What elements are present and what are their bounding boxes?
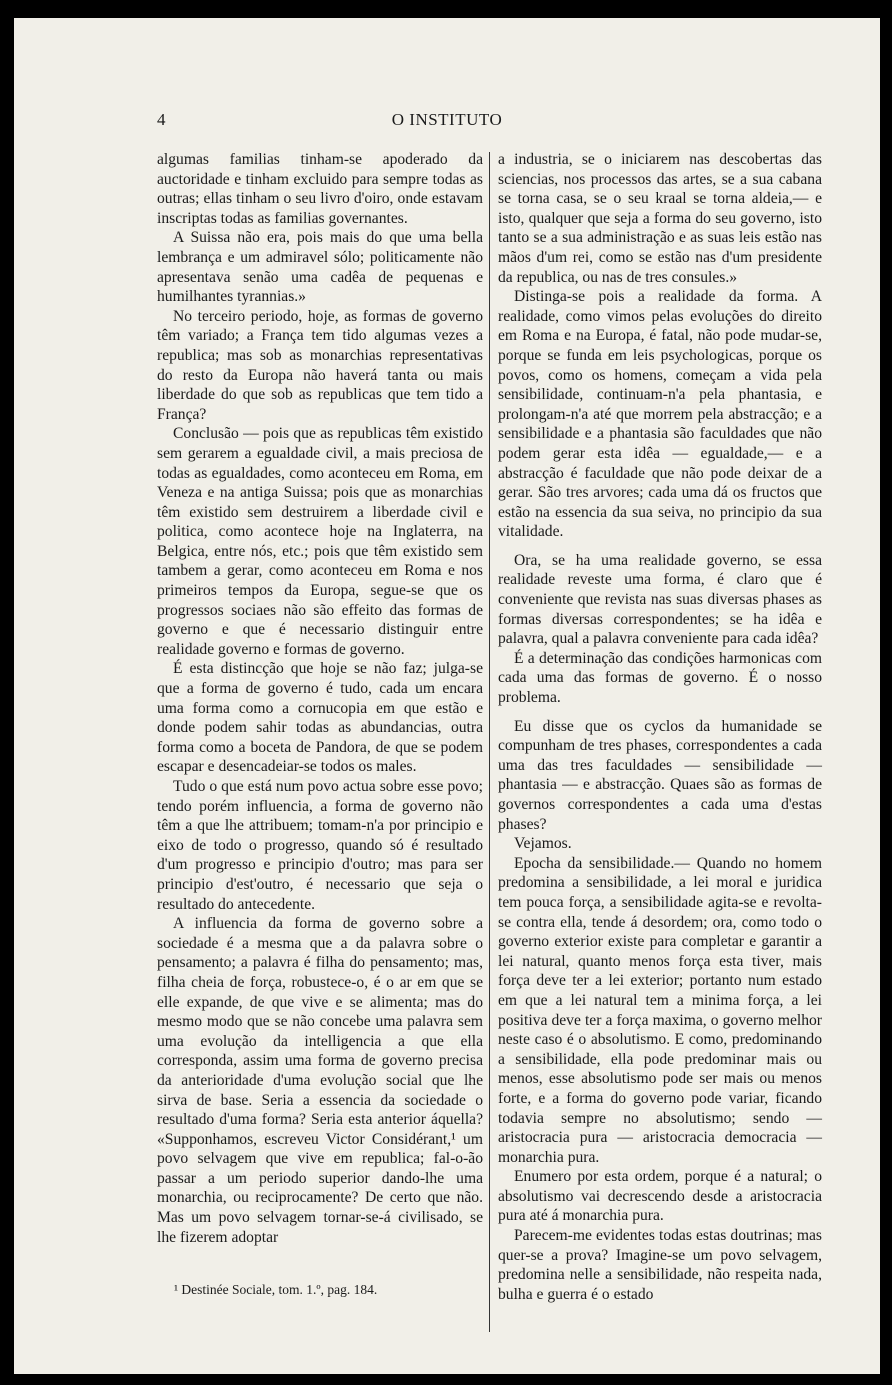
paragraph: Conclusão — pois que as republicas têm existido sem gerarem a egualdade civil, a mais preciosa de todas as egualdades, como aconteceu em Roma, em Veneza e na antiga Suissa; pois que as monarchias têm existido sem destruirem a liberdade civil e politica, como acontece hoje na Inglaterra, na Belgica, entre nós, etc.; pois que têm existido sem tambem a gerar, como aconteceu em Roma e nos primeiros tempos da Europa, segue-se que os progressos sociaes não são effeito das formas de governo e que é necessario distinguir entre realidade governo e formas de governo. xyxy=(157,425,483,658)
page-number: 4 xyxy=(157,110,166,129)
paragraph: No terceiro periodo, hoje, as formas de governo têm variado; a França tem tido algumas vezes a republica; mas sob as monarchias representativas do resto da Europa não haverá tanta ou mais liberdade do que sob as republicas que tem tido a França? xyxy=(157,307,483,423)
column-divider xyxy=(489,152,490,1332)
paragraph: É a determinação das condições harmonicas com cada uma das formas de governo. É o nosso problema. xyxy=(498,649,822,707)
paragraph: a industria, se o iniciarem nas descobertas das sciencias, nos processos das artes, se a sua cabana se torna casa, se o seu kraal se torna aldeia,— e isto, qualquer que seja a forma do seu governo, isto tanto se a sua administração e as suas leis estão nas mãos d'um rei, como se estão nas d'um presidente da republica, ou nas de tres consules.» xyxy=(498,151,822,286)
paragraph: Parecem-me evidentes todas estas doutrinas; mas quer-se a prova? Imagine-se um povo selvagem, predomina nelle a sensibilidade, não respeita nada, bulha e guerra é o estado xyxy=(498,1227,822,1303)
left-column xyxy=(157,150,483,1247)
paragraph: Ora, se ha uma realidade governo, se essa realidade reveste uma forma, é claro que é conveniente que revista nas suas diversas phases as formas diversas correspondentes; se ha idêa e palavra, qual a palavra conveniente para cada idêa? xyxy=(498,551,822,648)
page-title: O INSTITUTO xyxy=(391,110,503,129)
paragraph: Tudo o que está num povo actua sobre esse povo; tendo porém influencia, a forma de governo não têm a que lhe attribuem; tomam-n'a por principio e eixo de todo o progresso, quando só é resultado d'um progresso e principio d'outro; mas para ser principio d'est'outro, é necessario que seja o resultado do antecedente. xyxy=(157,778,483,913)
paragraph: A influencia da forma de governo sobre a sociedade é a mesma que a da palavra sobre o pensamento; a palavra é filha do pensamento; mas, filha cheia de força, robustece-o, é o ar em que se elle expande, de que vive e se alimenta; mas do mesmo modo que se não concebe uma palavra sem uma evolução da intelligencia a que ella corresponda, assim uma forma de governo precisa da anterioridade d'uma evolução social que lhe sirva de base. Seria a essencia da sociedade o resultado d'uma forma? Seria esta anterior áquella? «Supponhamos, escreveu Victor Considérant,¹ um povo selvagem que vive em republica; fal-o-ão passar a um periodo superior dando-lhe uma monarchia, ou reciprocamente? De certo que não. Mas um povo selvagem tornar-se-á civilisado, se lhe fizerem adoptar xyxy=(157,915,483,1246)
paragraph: Enumero por esta ordem, porque é a natural; o absolutismo vai decrescendo desde a aristocracia pura até á monarchia pura. xyxy=(498,1168,822,1225)
paragraph: Vejamos. xyxy=(514,835,572,853)
paragraph: A Suissa não era, pois mais do que uma bella lembrança e um admiravel sólo; politicamente não apresentava senão uma cadêa de pequenas e humilhantes tyrannias.» xyxy=(157,229,483,306)
right-column xyxy=(498,150,822,1304)
paragraph: algumas familias tinham-se apoderado da auctoridade e tinham excluido para sempre todas as outras; ellas tinham o seu livro d'oiro, onde estavam inscriptas todas as familias governantes. xyxy=(157,151,483,227)
footnote: ¹ Destinée Sociale, tom. 1.º, pag. 184. xyxy=(174,1282,378,1297)
paragraph: Distinga-se pois a realidade da forma. A realidade, como vimos pelas evoluções do direito em Roma e na Europa, é fatal, não pode mudar-se, porque se funda em leis psychologicas, porque os povos, como os homens, começam a vida pela sensibilidade, continuam-n'a pela phantasia, e prolongam-n'a até que morrem pela abstracção; e a sensibilidade e a phantasia são faculdades que não podem gerar esta idêa — egualdade,— e a abstracção é faculdade que não pode deixar de a gerar. São tres arvores; cada uma dá os fructos que estão na essencia da sua seiva, no principio da sua vitalidade. xyxy=(498,288,822,541)
paragraph: É esta distincção que hoje se não faz; julga-se que a forma de governo é tudo, cada um encara uma forma como a cornucopia em que estão e donde podem sahir todas as abundancias, outra forma como a boceta de Pandora, de que se podem escapar e desencadeiar-se todos os males. xyxy=(157,660,483,776)
paragraph: Eu disse que os cyclos da humanidade se compunham de tres phases, correspondentes a cada uma das tres faculdades — sensibilidade — phantasia — e abstracção. Quaes são as formas de governos correspondentes a cada uma d'estas phases? xyxy=(498,717,822,833)
paragraph: Epocha da sensibilidade.— Quando no homem predomina a sensibilidade, a lei moral e juridica tem pouca força, a sensibilidade agita-se e revolta-se contra ella, tende á desordem; ora, como todo o governo exterior existe para completar e garantir a lei natural, quanto menos força esta tiver, mais força deve ter a lei exterior; portanto num estado em que a lei natural tem a minima força, a lei positiva deve ter a força maxima, o governo melhor neste caso é o absolutismo. E como, predominando a sensibilidade, ella pode predominar mais ou menos, esse absolutismo pode ser mais ou menos forte, e a forma do governo pode variar, ficando todavia sempre no absolutismo; sendo — aristocracia pura — aristocracia democracia — monarchia pura. xyxy=(498,854,822,1166)
document-page xyxy=(14,18,880,1374)
